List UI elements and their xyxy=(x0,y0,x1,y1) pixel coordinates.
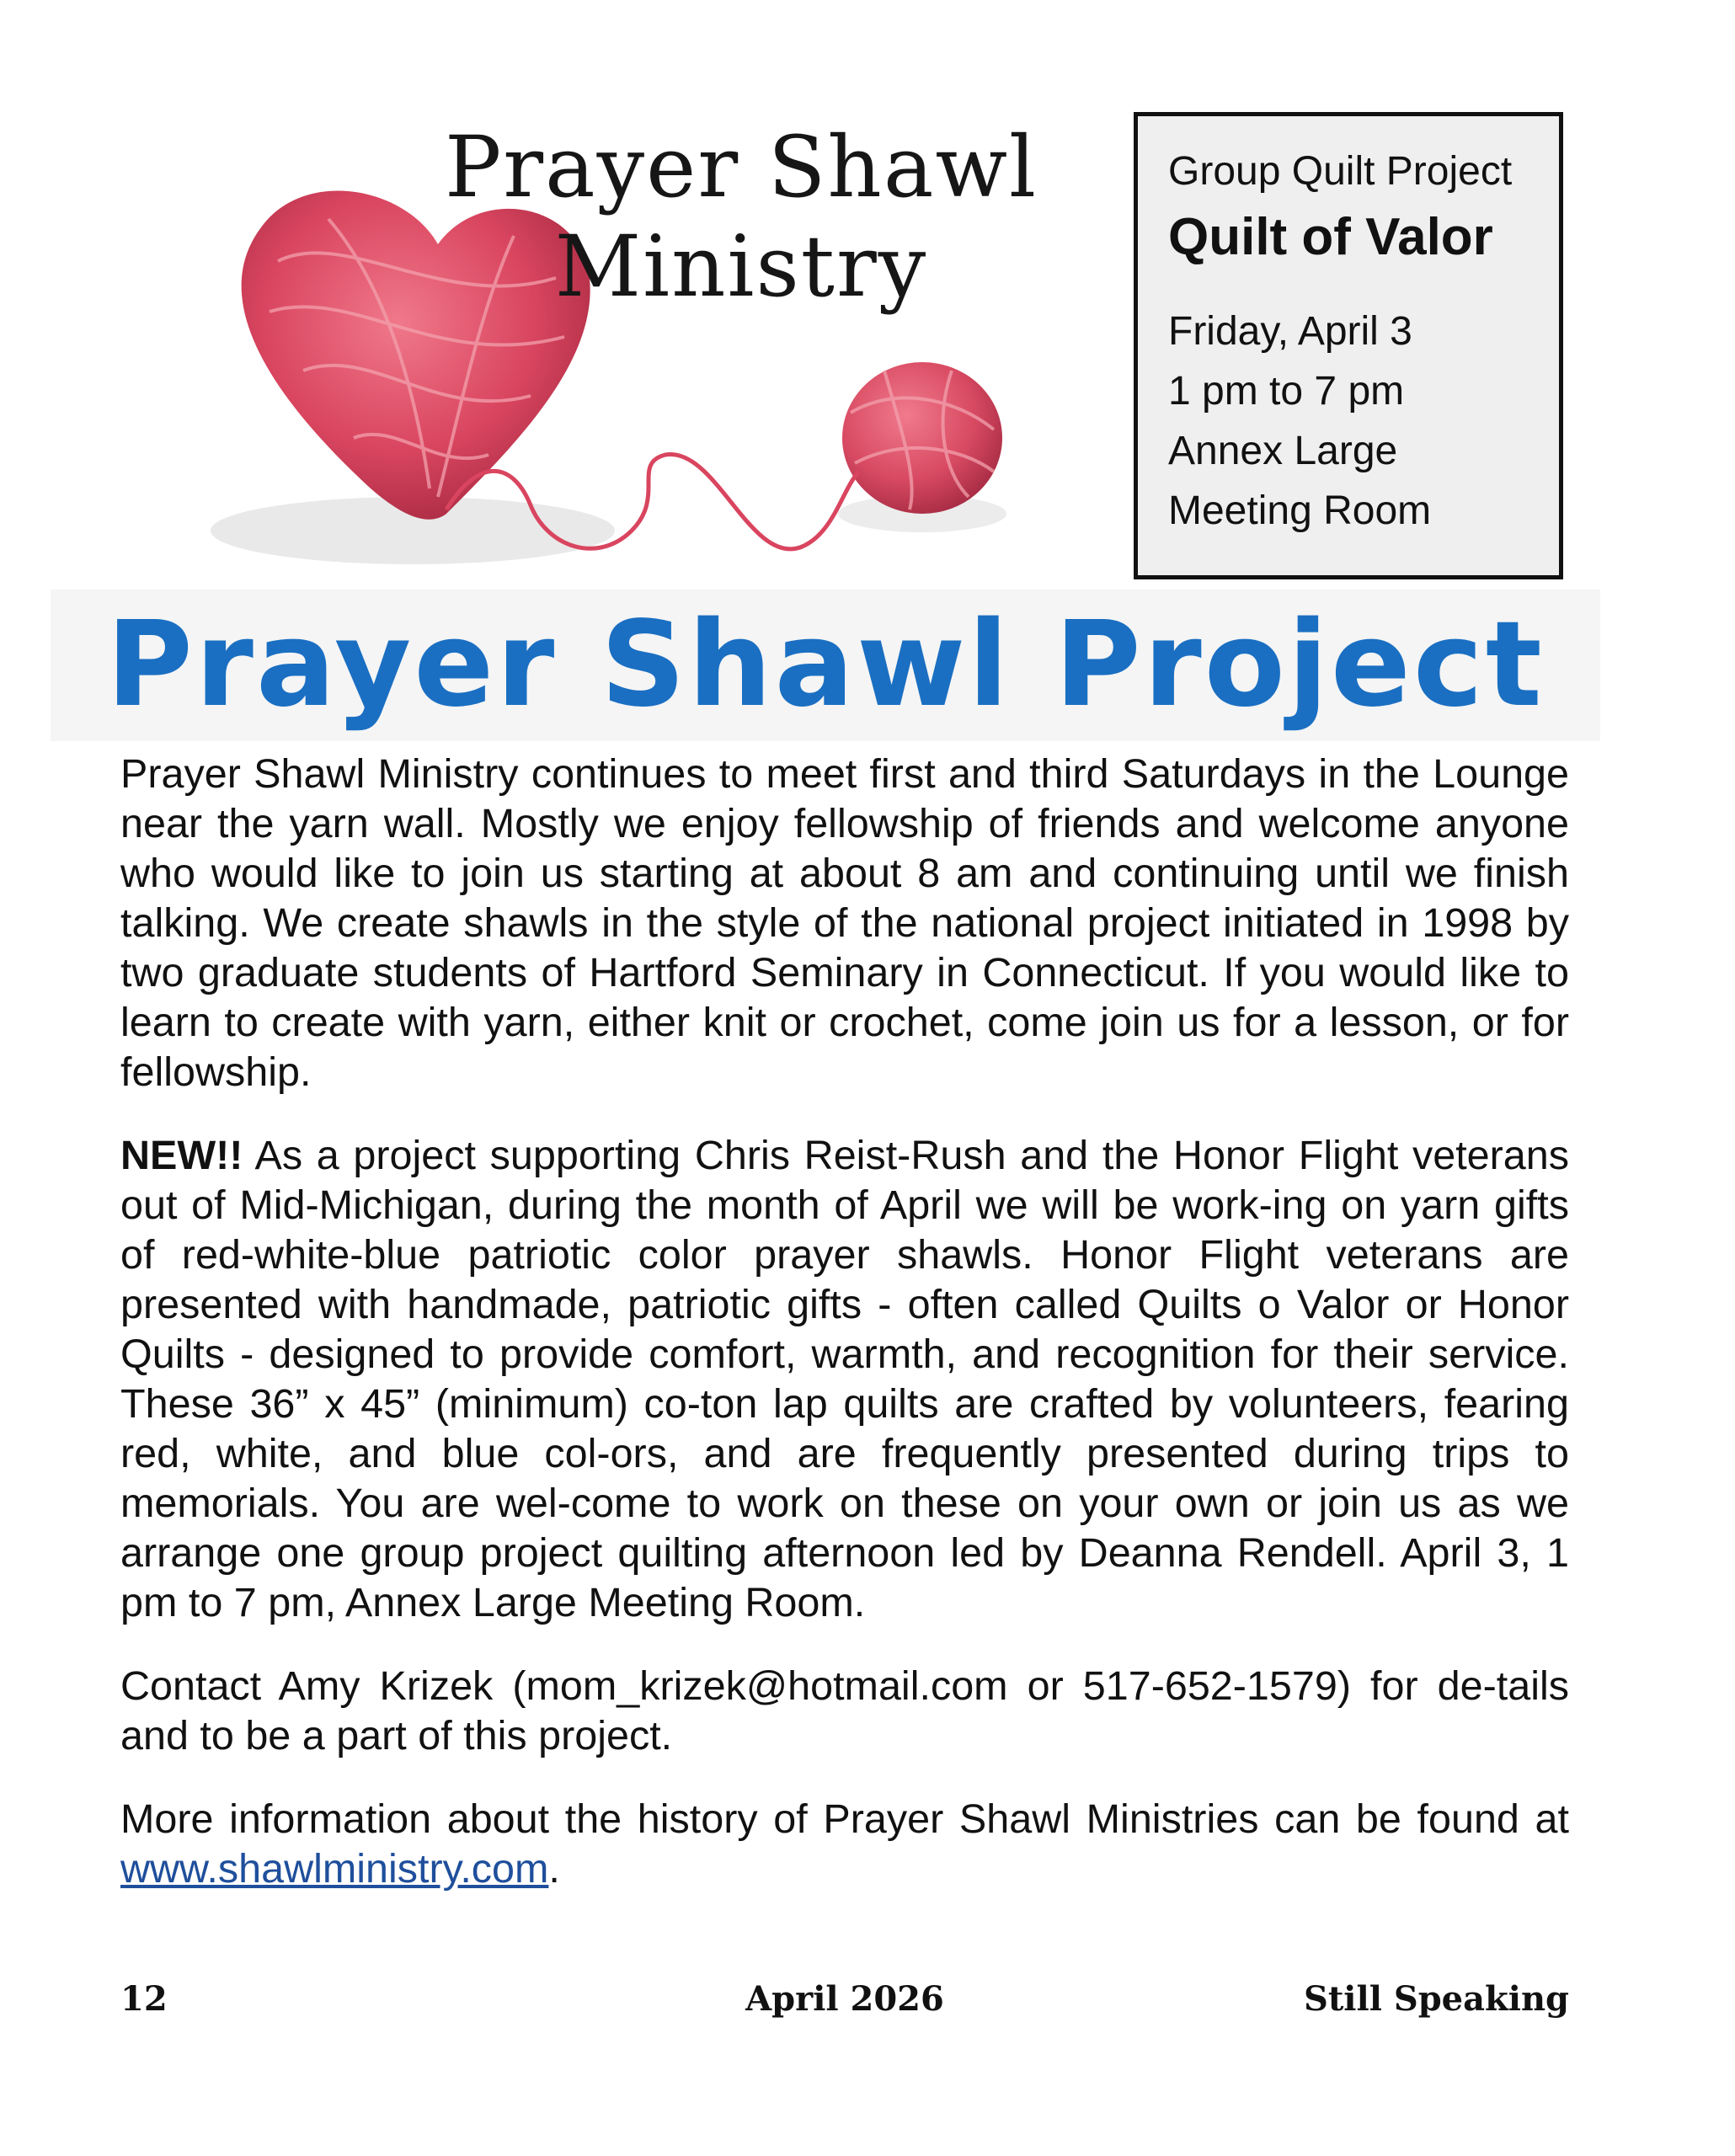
page-number: 12 xyxy=(120,1979,168,2019)
more-info-text: More information about the history of Prayer Shawl Ministries can be found at xyxy=(120,1796,1569,1842)
event-details xyxy=(1168,302,1559,541)
page-footer xyxy=(120,1979,1569,2030)
event-location-line-1: Annex Large xyxy=(1168,429,1398,473)
prayer-shawl-ministry-logo xyxy=(160,93,1053,581)
page-heading: Prayer Shawl Project xyxy=(106,596,1545,734)
publication-name: Still Speaking xyxy=(1303,1979,1569,2019)
event-kicker: Group Quilt Project xyxy=(1168,149,1513,194)
event-date: Friday, April 3 xyxy=(1168,309,1412,354)
paragraph-more-info xyxy=(120,1795,1569,1894)
paragraph-meetings: Prayer Shawl Ministry continues to meet first and third Saturdays in the Lounge near the yarn wall. Mostly we enjoy fellowship of friends and welcome anyone who would like to join us starting at about 8 am and continuing until we finish talking. We create shawls in the style of the national project initiated in 1998 by two graduate students of Hartford Seminary in Connecticut. If you would like to learn to create with yarn, either knit or crochet, come join us for a lesson, or for fellowship. xyxy=(120,751,1569,1095)
paragraph-contact: Contact Amy Krizek (mom_krizek@hotmail.com or 517-652-1579) for de-tails and to be a part of this project. xyxy=(120,1663,1569,1758)
article-body xyxy=(120,750,1569,1928)
more-info-suffix: . xyxy=(548,1846,560,1892)
paragraph-honor-flight xyxy=(120,1131,1569,1628)
event-info-box xyxy=(1134,112,1563,579)
logo-title-line-2: Ministry xyxy=(554,217,928,316)
event-title: Quilt of Valor xyxy=(1168,208,1493,266)
event-location-line-2: Meeting Room xyxy=(1168,488,1432,533)
logo-title-line-1: Prayer Shawl xyxy=(444,118,1038,216)
logo-title xyxy=(438,118,1044,317)
shawl-ministry-link[interactable]: www.shawlministry.com xyxy=(120,1846,549,1892)
issue-date: April 2026 xyxy=(745,1979,944,2019)
paragraph-honor-flight-text: As a project supporting Chris Reist-Rush and the Honor Flight veterans out of Mid-Michigan, during the month of April we will be work-ing on yarn gifts of red-white-blue patriotic color prayer shawls. Honor Flight veterans are presented with handmade, patriotic gifts - often called Quilts o Valor or Honor Quilts - designed to provide comfort, warmth, and recognition for their service. These 36” x 45” (minimum) co-ton lap quilts are crafted by volunteers, fearing red, white, and blue col-ors, and are frequently presented during trips to memorials. You are wel-come to work on these on your own or join us as we arrange one group project quilting afternoon led by Deanna Rendell. April 3, 1 pm to 7 pm, Annex Large Meeting Room. xyxy=(120,1133,1569,1625)
new-badge: NEW!! xyxy=(120,1133,243,1178)
event-time: 1 pm to 7 pm xyxy=(1168,369,1405,414)
